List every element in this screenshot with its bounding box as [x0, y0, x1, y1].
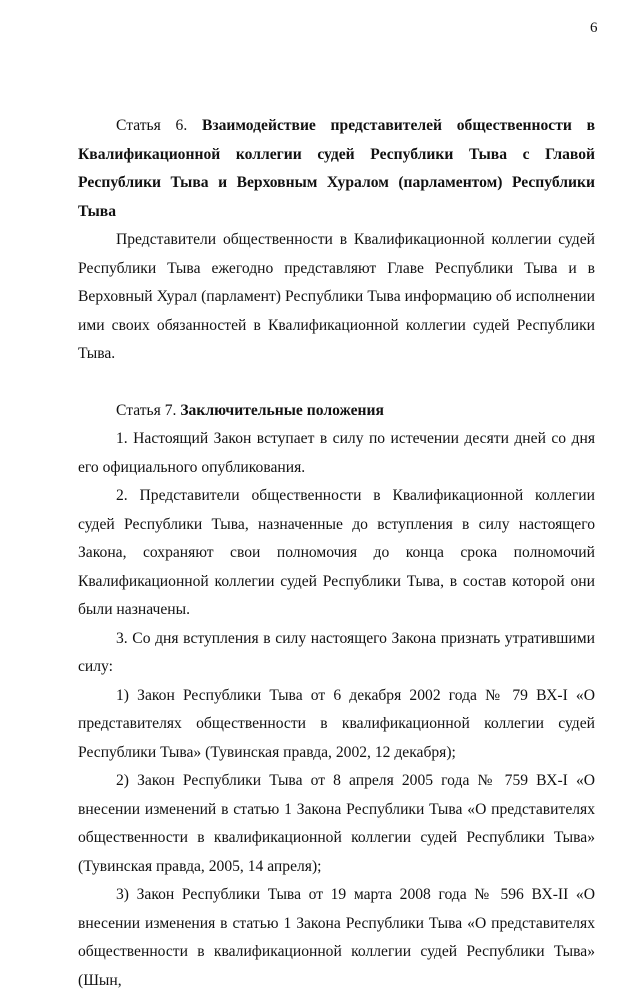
repealed-law-item-3: 3) Закон Республики Тыва от 19 марта 2008 года № 596 ВХ-II «О внесении изменения в статью 1 Закона Республики Тыва «О представителях общественности в квалификационной коллегии судей Республики Тыва» (Шын,: [78, 886, 595, 989]
repealed-law-item-1: 1) Закон Республики Тыва от 6 декабря 2002 года № 79 ВХ-I «О представителях общественности в квалификационной коллегии судей Республики Тыва» (Тувинская правда, 2002, 12 декабря);: [78, 686, 595, 761]
article-6-text: Представители общественности в Квалификационной коллегии судей Республики Тыва ежегодно представляют Главе Республики Тыва и в Верховный Хурал (парламент) Республики Тыва информацию об исполнении ими своих обязанностей в Квалификационной коллегии судей Республики Тыва.: [78, 231, 595, 362]
article-6-label: Статья 6.: [116, 117, 188, 134]
article-7-heading: [78, 397, 595, 426]
article-7-paragraph-2: 2. Представители общественности в Квалификационной коллегии судей Республики Тыва, назначенные до вступления в силу настоящего Закона, сохраняют свои полномочия до конца срока полномочий Квалификационной коллегии судей Республики Тыва, в состав которой они были назначены.: [78, 487, 595, 618]
repealed-law-item-2: 2) Закон Республики Тыва от 8 апреля 2005 года № 759 ВХ-I «О внесении изменений в статью 1 Закона Республики Тыва «О представителях общественности в квалификационной коллегии судей Республики Тыва» (Тувинская правда, 2005, 14 апреля);: [78, 772, 595, 875]
page-number: 6: [590, 20, 598, 36]
article-7-paragraph-3: 3. Со дня вступления в силу настоящего Закона признать утратившими силу:: [78, 629, 595, 675]
article-6-title: Взаимодействие представителей общественности в Квалификационной коллегии судей Республики Тыва с Главой Республики Тыва и Верховным Хуралом (парламентом) Республики Тыва: [78, 117, 595, 220]
document-body: [78, 112, 595, 995]
article-7-label: Статья 7.: [116, 401, 177, 419]
article-7-paragraph-1: 1. Настоящий Закон вступает в силу по истечении десяти дней со дня его официального опубликования.: [78, 430, 595, 476]
article-7-title: Заключительные положения: [180, 401, 384, 419]
article-6-heading: [78, 112, 595, 226]
